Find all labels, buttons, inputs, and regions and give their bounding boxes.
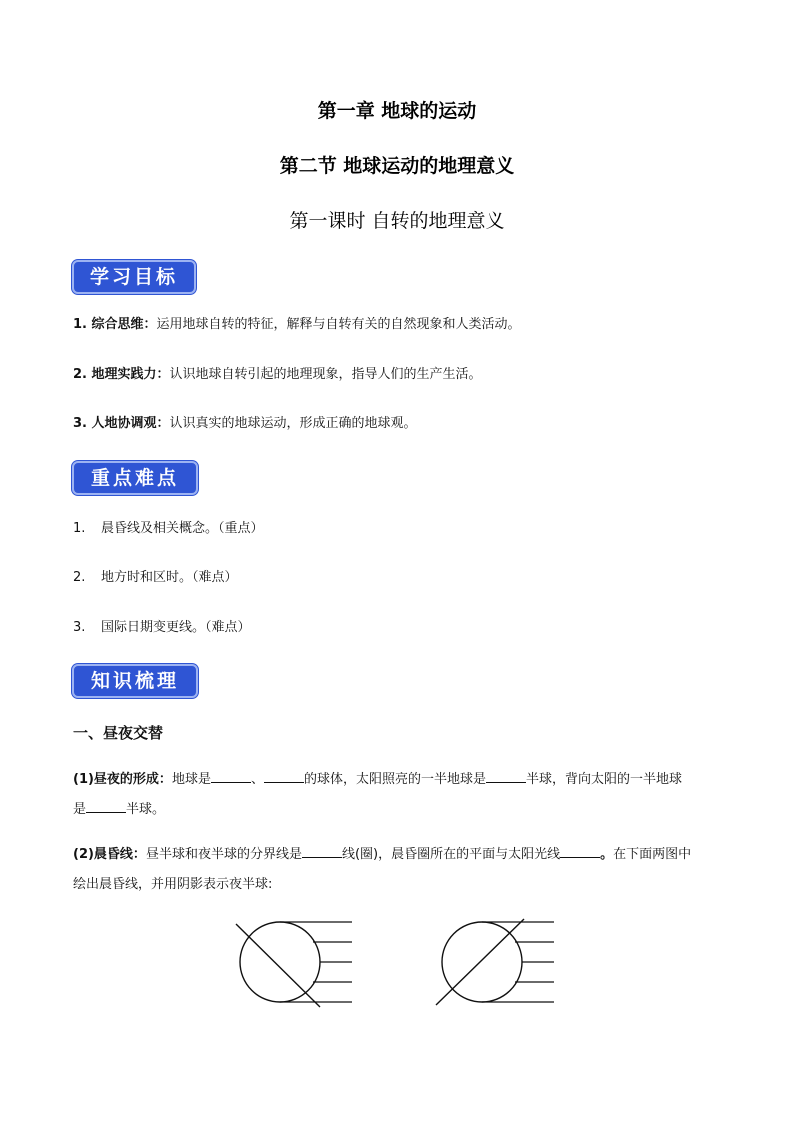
key-point-item <box>73 618 251 638</box>
section-title: 第二节 地球运动的地理意义 <box>279 155 515 177</box>
earth-circle <box>240 922 320 1002</box>
objective-label: 1. 综合思维： <box>73 317 157 332</box>
objective-text: 认识真实的地球运动，形成正确的地球观。 <box>169 416 417 431</box>
paragraph-text: 、 <box>250 772 264 787</box>
section-heading: 一、昼夜交替 <box>73 724 164 742</box>
paragraph-text: 半球。 <box>126 802 166 817</box>
paragraph-text: 。 <box>600 847 614 862</box>
paragraph-text: 昼半球和夜半球的分界线是 <box>145 847 302 862</box>
paragraph-text: 半球，背向太阳的一半地球 <box>525 772 682 787</box>
fill-blank[interactable] <box>486 769 526 783</box>
chapter-title: 第一章 地球的运动 <box>317 100 477 122</box>
fill-blank[interactable] <box>264 769 304 783</box>
key-point-number: 2. <box>73 570 86 585</box>
key-points-banner: 重点难点 <box>72 461 198 495</box>
paragraph-day-night-formation <box>73 765 733 825</box>
earth-circle <box>442 922 522 1002</box>
objectives-banner: 学习目标 <box>72 260 196 294</box>
key-point-text: 地方时和区时。（难点） <box>101 570 238 585</box>
knowledge-banner: 知识梳理 <box>72 664 198 698</box>
objective-text: 运用地球自转的特征，解释与自转有关的自然现象和人类活动。 <box>156 317 521 332</box>
fill-blank[interactable] <box>302 844 342 858</box>
paragraph-text: 的球体，太阳照亮的一半地球是 <box>303 772 486 787</box>
earth-sunlight-diagram-left[interactable] <box>230 915 360 1010</box>
fill-blank[interactable] <box>560 844 600 858</box>
fill-blank[interactable] <box>86 799 126 813</box>
paragraph-text: 是 <box>73 802 87 817</box>
paragraph-terminator <box>73 840 733 900</box>
objective-label: 3. 人地协调观： <box>73 416 170 431</box>
earth-sunlight-diagram-right[interactable] <box>432 915 562 1010</box>
key-point-text: 国际日期变更线。（难点） <box>101 620 251 635</box>
objective-label: 2. 地理实践力： <box>73 367 170 382</box>
key-point-item <box>73 568 238 588</box>
fill-blank[interactable] <box>211 769 251 783</box>
paragraph-text: 在下面两图中 <box>613 847 692 862</box>
earth-axis-line <box>436 919 524 1005</box>
lesson-title: 第一课时 自转的地理意义 <box>289 210 505 232</box>
paragraph-label: (2)晨昏线： <box>73 847 146 862</box>
objective-item <box>73 365 482 385</box>
paragraph-text: 线(圈)，晨昏圈所在的平面与太阳光线 <box>341 847 561 862</box>
objective-text: 认识地球自转引起的地理现象，指导人们的生产生活。 <box>169 367 482 382</box>
paragraph-text: 绘出晨昏线，并用阴影表示夜半球: <box>73 877 273 892</box>
objective-item <box>73 315 521 335</box>
key-point-text: 晨昏线及相关概念。（重点） <box>101 521 264 536</box>
paragraph-text: 地球是 <box>171 772 211 787</box>
objective-item <box>73 414 417 434</box>
key-point-item <box>73 519 264 539</box>
earth-axis-line <box>236 924 320 1007</box>
key-point-number: 1. <box>73 521 86 536</box>
key-point-number: 3. <box>73 620 86 635</box>
paragraph-label: (1)昼夜的形成： <box>73 772 172 787</box>
